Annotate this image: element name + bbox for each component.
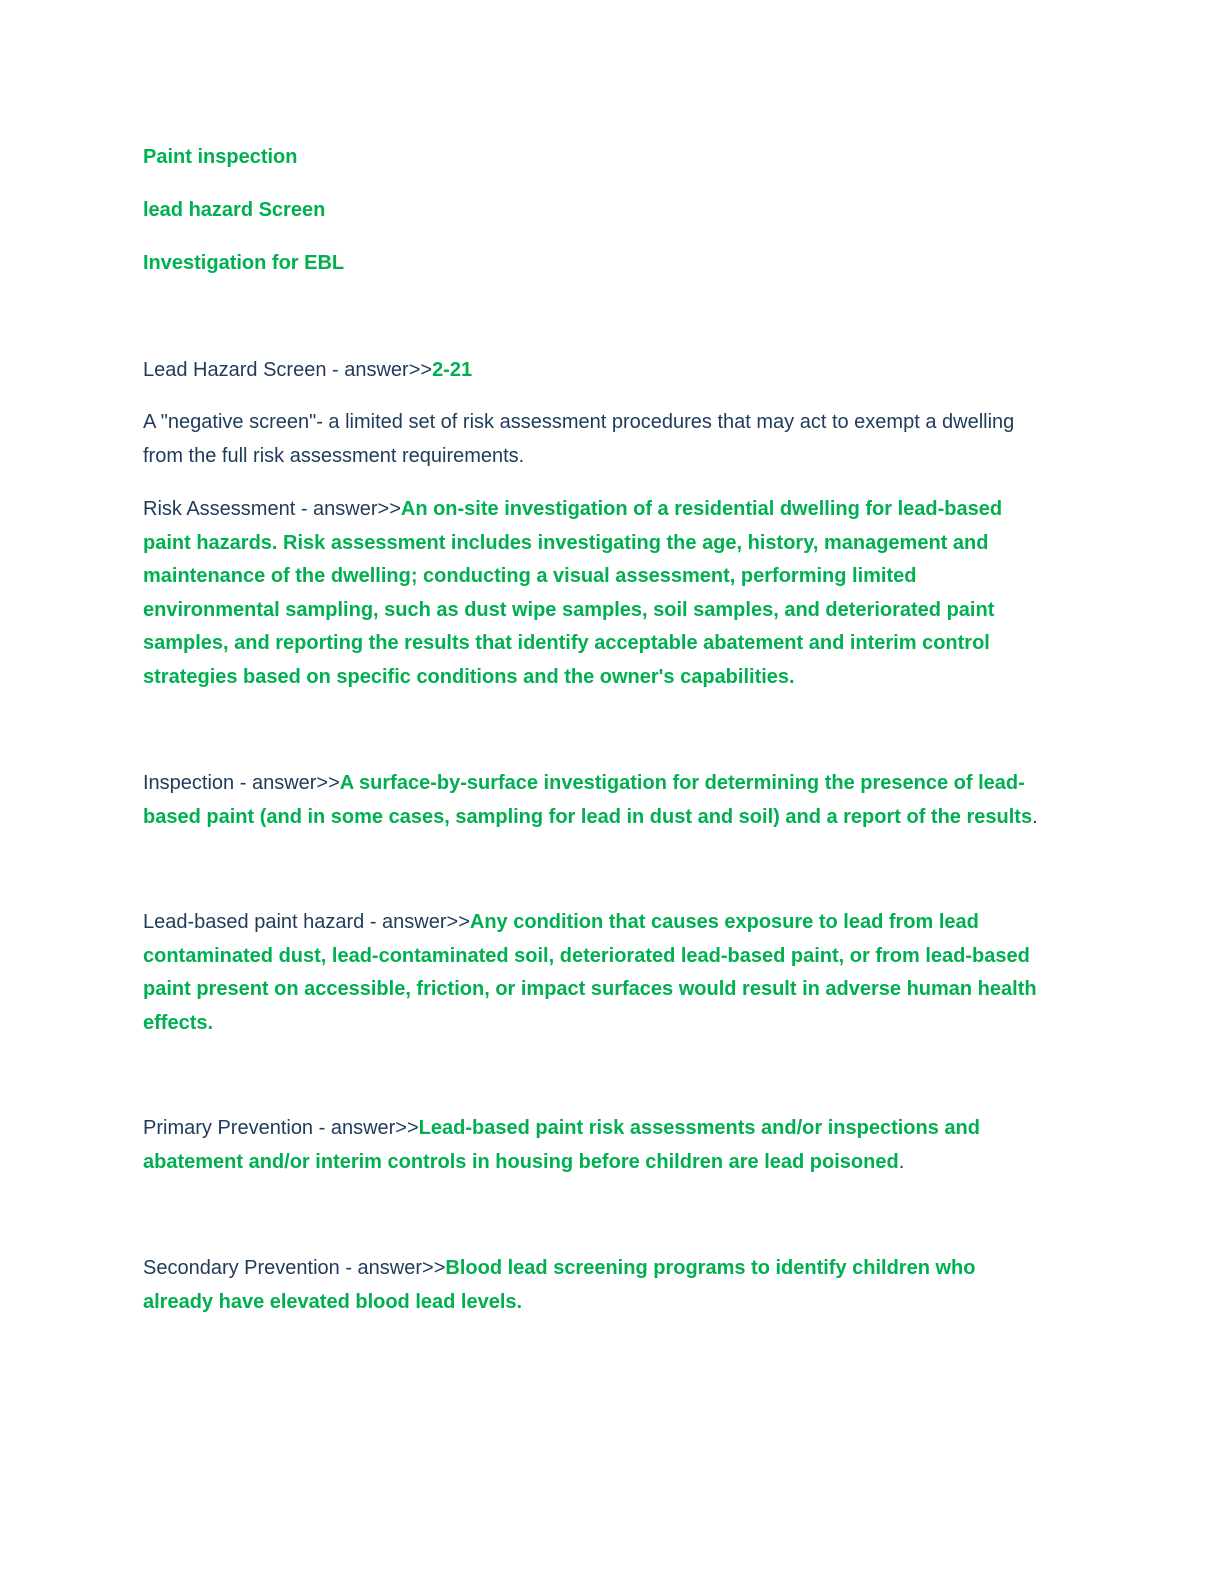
entry-trail: . [898, 1150, 905, 1173]
entry-answer: Blood lead screening programs to identify children who already have elevated blood lead levels. [143, 1257, 976, 1313]
entry-inspection [143, 767, 1078, 834]
entry-risk-assessment [143, 493, 1053, 694]
entry-lead-hazard-screen [143, 354, 1083, 388]
header-item-paint-inspection: Paint inspection [143, 146, 298, 168]
entry-lead-based-paint-hazard [143, 906, 1073, 1040]
header-item-lead-hazard-screen: lead hazard Screen [143, 199, 326, 221]
entry-secondary-prevention [143, 1252, 1043, 1319]
entry-question: Risk Assessment - answer>> [143, 498, 401, 520]
entry-question: Lead Hazard Screen - answer>> [143, 359, 433, 381]
entry-question: Primary Prevention - answer>> [143, 1117, 419, 1139]
header-item-investigation-ebl: Investigation for EBL [143, 252, 345, 274]
entry-primary-prevention [143, 1112, 1043, 1179]
entry-question: A "negative screen"- a limited set of risk assessment procedures that may act to exempt a dwelling from the full risk assessment requirements. [143, 411, 1015, 467]
entry-question: Inspection - answer>> [143, 772, 340, 794]
entry-answer: An on-site investigation of a residential dwelling for lead-based paint hazards. Risk assessment includes investigating the age, history, management and maintenance of the dwelling; conducting a visual assessment, performing limited environmental sampling, such as dust wipe samples, soil samples, and deteriorated paint samples, and reporting the results that identify acceptable abatement and interim control strategies based on specific conditions and the owner's capabilities. [143, 498, 1003, 688]
entry-answer: 2-21 [432, 359, 473, 381]
entry-answer: A surface-by-surface investigation for determining the presence of lead-based paint (and in some cases, sampling for lead in dust and soil) and a report of the results [143, 772, 1033, 828]
entry-answer: Any condition that causes exposure to lead from lead contaminated dust, lead-contaminated soil, deteriorated lead-based paint, or from lead-based paint present on accessible, friction, or impact surfaces would result in adverse human health effects. [143, 911, 1037, 1034]
entry-negative-screen [143, 406, 1023, 473]
entry-answer: Lead-based paint risk assessments and/or inspections and abatement and/or interim controls in housing before children are lead poisoned [143, 1117, 980, 1173]
entry-question: Secondary Prevention - answer>> [143, 1257, 446, 1279]
entry-trail: . [1032, 805, 1038, 828]
entry-question: Lead-based paint hazard - answer>> [143, 911, 470, 933]
